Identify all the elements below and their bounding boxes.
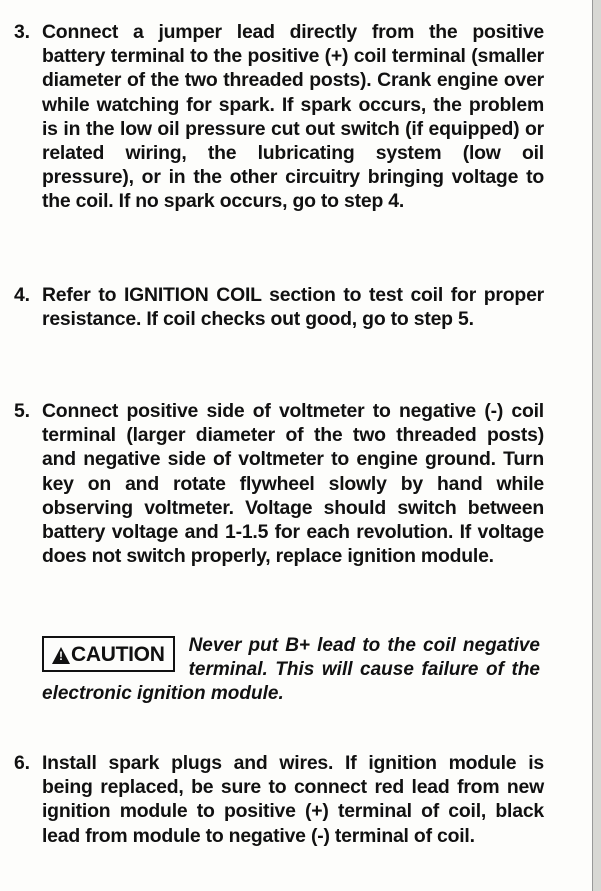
- page-edge: [592, 0, 601, 891]
- step-number: 6.: [14, 752, 30, 774]
- step-3: [14, 20, 544, 214]
- step-6: [14, 751, 544, 848]
- warning-triangle-icon: [52, 647, 70, 664]
- step-text: Install spark plugs and wires. If ignition module is being replaced, be sure to connect red lead from new ignition module to positive (+) terminal of coil, black lead from module to negative (-) terminal of coil.: [42, 752, 544, 847]
- step-text: Refer to IGNITION COIL section to test coil for proper resistance. If coil checks out good, go to step 5.: [42, 284, 544, 331]
- caution-note: [42, 634, 540, 706]
- step-number: 3.: [14, 21, 30, 43]
- caution-badge: [42, 636, 175, 672]
- step-4: [14, 283, 544, 331]
- step-5: [14, 399, 544, 568]
- step-text: Connect positive side of voltmeter to negative (-) coil terminal (larger diameter of the two threaded posts) and negative side of voltmeter to engine ground. Turn key on and rotate flywheel slowly by hand while observing voltmeter. Voltage should switch between battery voltage and 1-1.5 for each revolution. If voltage does not switch properly, replace ignition module.: [42, 400, 544, 568]
- step-number: 5.: [14, 400, 30, 422]
- step-text: Connect a jumper lead directly from the positive battery terminal to the positive (+) coil terminal (smaller diameter of the two threaded posts). Crank engine over while watching for spark. If spark occurs, the problem is in the low oil pressure cut out switch (if equipped) or related wiring, the lubricating system (low oil pressure), or in the other circuitry bringing voltage to the coil. If no spark occurs, go to step 4.: [42, 21, 544, 213]
- caution-label: CAUTION: [71, 643, 165, 666]
- step-number: 4.: [14, 284, 30, 306]
- caution-text: Never put B+ lead to the coil negative terminal. This will cause failure of the electronic ignition module.: [42, 635, 540, 704]
